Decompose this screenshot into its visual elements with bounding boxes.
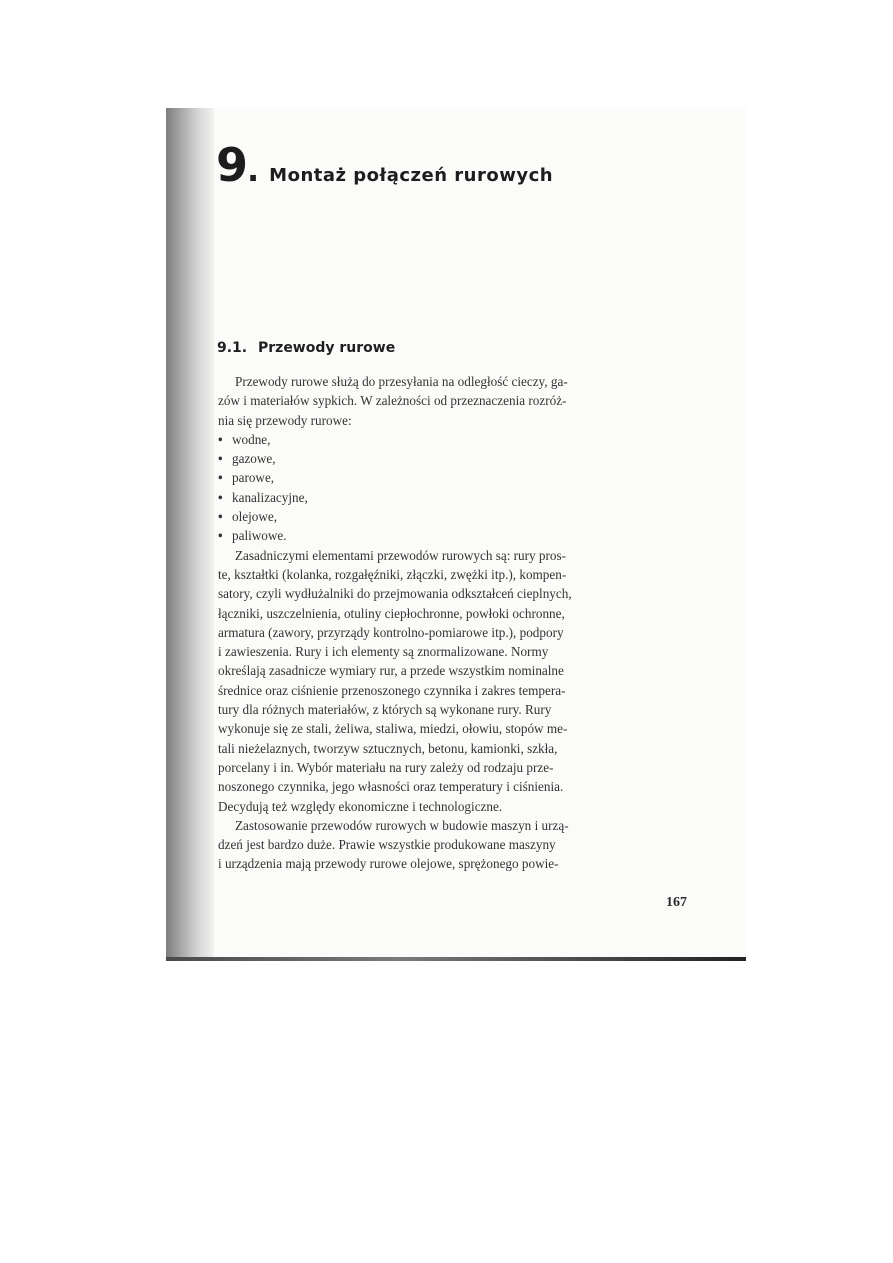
text-line: Zasadniczymi elementami przewodów rurowych są: rury pros-	[235, 547, 567, 563]
list-item	[218, 430, 696, 449]
list-item	[218, 488, 696, 507]
text-line: Decydują też względy ekonomiczne i technologiczne.	[218, 798, 503, 814]
section-title: Przewody rurowe	[258, 340, 396, 356]
body-text	[218, 372, 696, 874]
text-line: te, kształtki (kolanka, rozgałęźniki, złączki, zwężki itp.), kompen-	[218, 566, 567, 582]
text-line: nia się przewody rurowe:	[218, 412, 352, 428]
chapter-heading	[216, 138, 553, 192]
text-line: Przewody rurowe służą do przesyłania na odległość cieczy, ga-	[235, 374, 568, 389]
text-line: średnice oraz ciśnienie przenoszonego czynnika i zakres tempera-	[218, 682, 566, 698]
text-line: określają zasadnicze wymiary rur, a przede wszystkim nominalne	[218, 663, 564, 679]
list-item-text: gazowe,	[232, 451, 276, 467]
bullet-icon: •	[218, 451, 223, 467]
text-line: i zawieszenia. Rury i ich elementy są znormalizowane. Normy	[218, 644, 549, 660]
page-number: 167	[666, 895, 687, 910]
list-item-text: olejowe,	[232, 509, 278, 525]
text-line: tali nieżelaznych, tworzyw sztucznych, betonu, kamionki, szkła,	[218, 740, 558, 756]
text-line: zów i materiałów sypkich. W zależności od przeznaczenia rozróż-	[218, 393, 567, 409]
list-item	[218, 507, 696, 526]
list-item	[218, 526, 696, 545]
text-line: i urządzenia mają przewody rurowe olejowe, sprężonego powie-	[218, 856, 559, 872]
list-item	[218, 468, 696, 487]
list-item-text: parowe,	[232, 470, 275, 486]
bullet-icon: •	[218, 528, 223, 544]
bullet-list	[218, 430, 696, 546]
list-item	[218, 449, 696, 468]
text-line: dzeń jest bardzo duże. Prawie wszystkie produkowane maszyny	[218, 837, 556, 853]
bullet-icon: •	[218, 431, 223, 447]
chapter-number: 9	[216, 138, 248, 192]
text-line: wykonuje się ze stali, żeliwa, staliwa, miedzi, ołowiu, stopów me-	[218, 721, 568, 737]
text-line: łączniki, uszczelnienia, otuliny ciepłochronne, powłoki ochronne,	[218, 605, 565, 621]
bullet-icon: •	[218, 489, 223, 505]
section-heading	[217, 340, 395, 356]
scanned-page	[166, 108, 746, 961]
binding-shadow	[166, 108, 214, 961]
chapter-title: Montaż połączeń rurowych	[269, 165, 554, 186]
text-line: satory, czyli wydłużalniki do przejmowania odkształceń cieplnych,	[218, 586, 572, 602]
chapter-number-dot: .	[247, 151, 260, 189]
text-line: Zastosowanie przewodów rurowych w budowie maszyn i urzą-	[235, 817, 569, 833]
section-number: 9.1.	[217, 340, 248, 356]
text-line: porcelany i in. Wybór materiału na rury zależy od rodzaju prze-	[218, 759, 554, 775]
text-line: noszonego czynnika, jego własności oraz temperatury i ciśnienia.	[218, 779, 564, 795]
list-item-text: kanalizacyjne,	[232, 489, 308, 505]
bullet-icon: •	[218, 470, 223, 486]
text-line: armatura (zawory, przyrządy kontrolno-pomiarowe itp.), podpory	[218, 624, 564, 640]
text-line: tury dla różnych materiałów, z których są wykonane rury. Rury	[218, 702, 552, 718]
bullet-icon: •	[218, 509, 223, 525]
page-edge-shadow	[166, 957, 746, 961]
list-item-text: wodne,	[232, 431, 271, 447]
list-item-text: paliwowe.	[232, 528, 287, 544]
